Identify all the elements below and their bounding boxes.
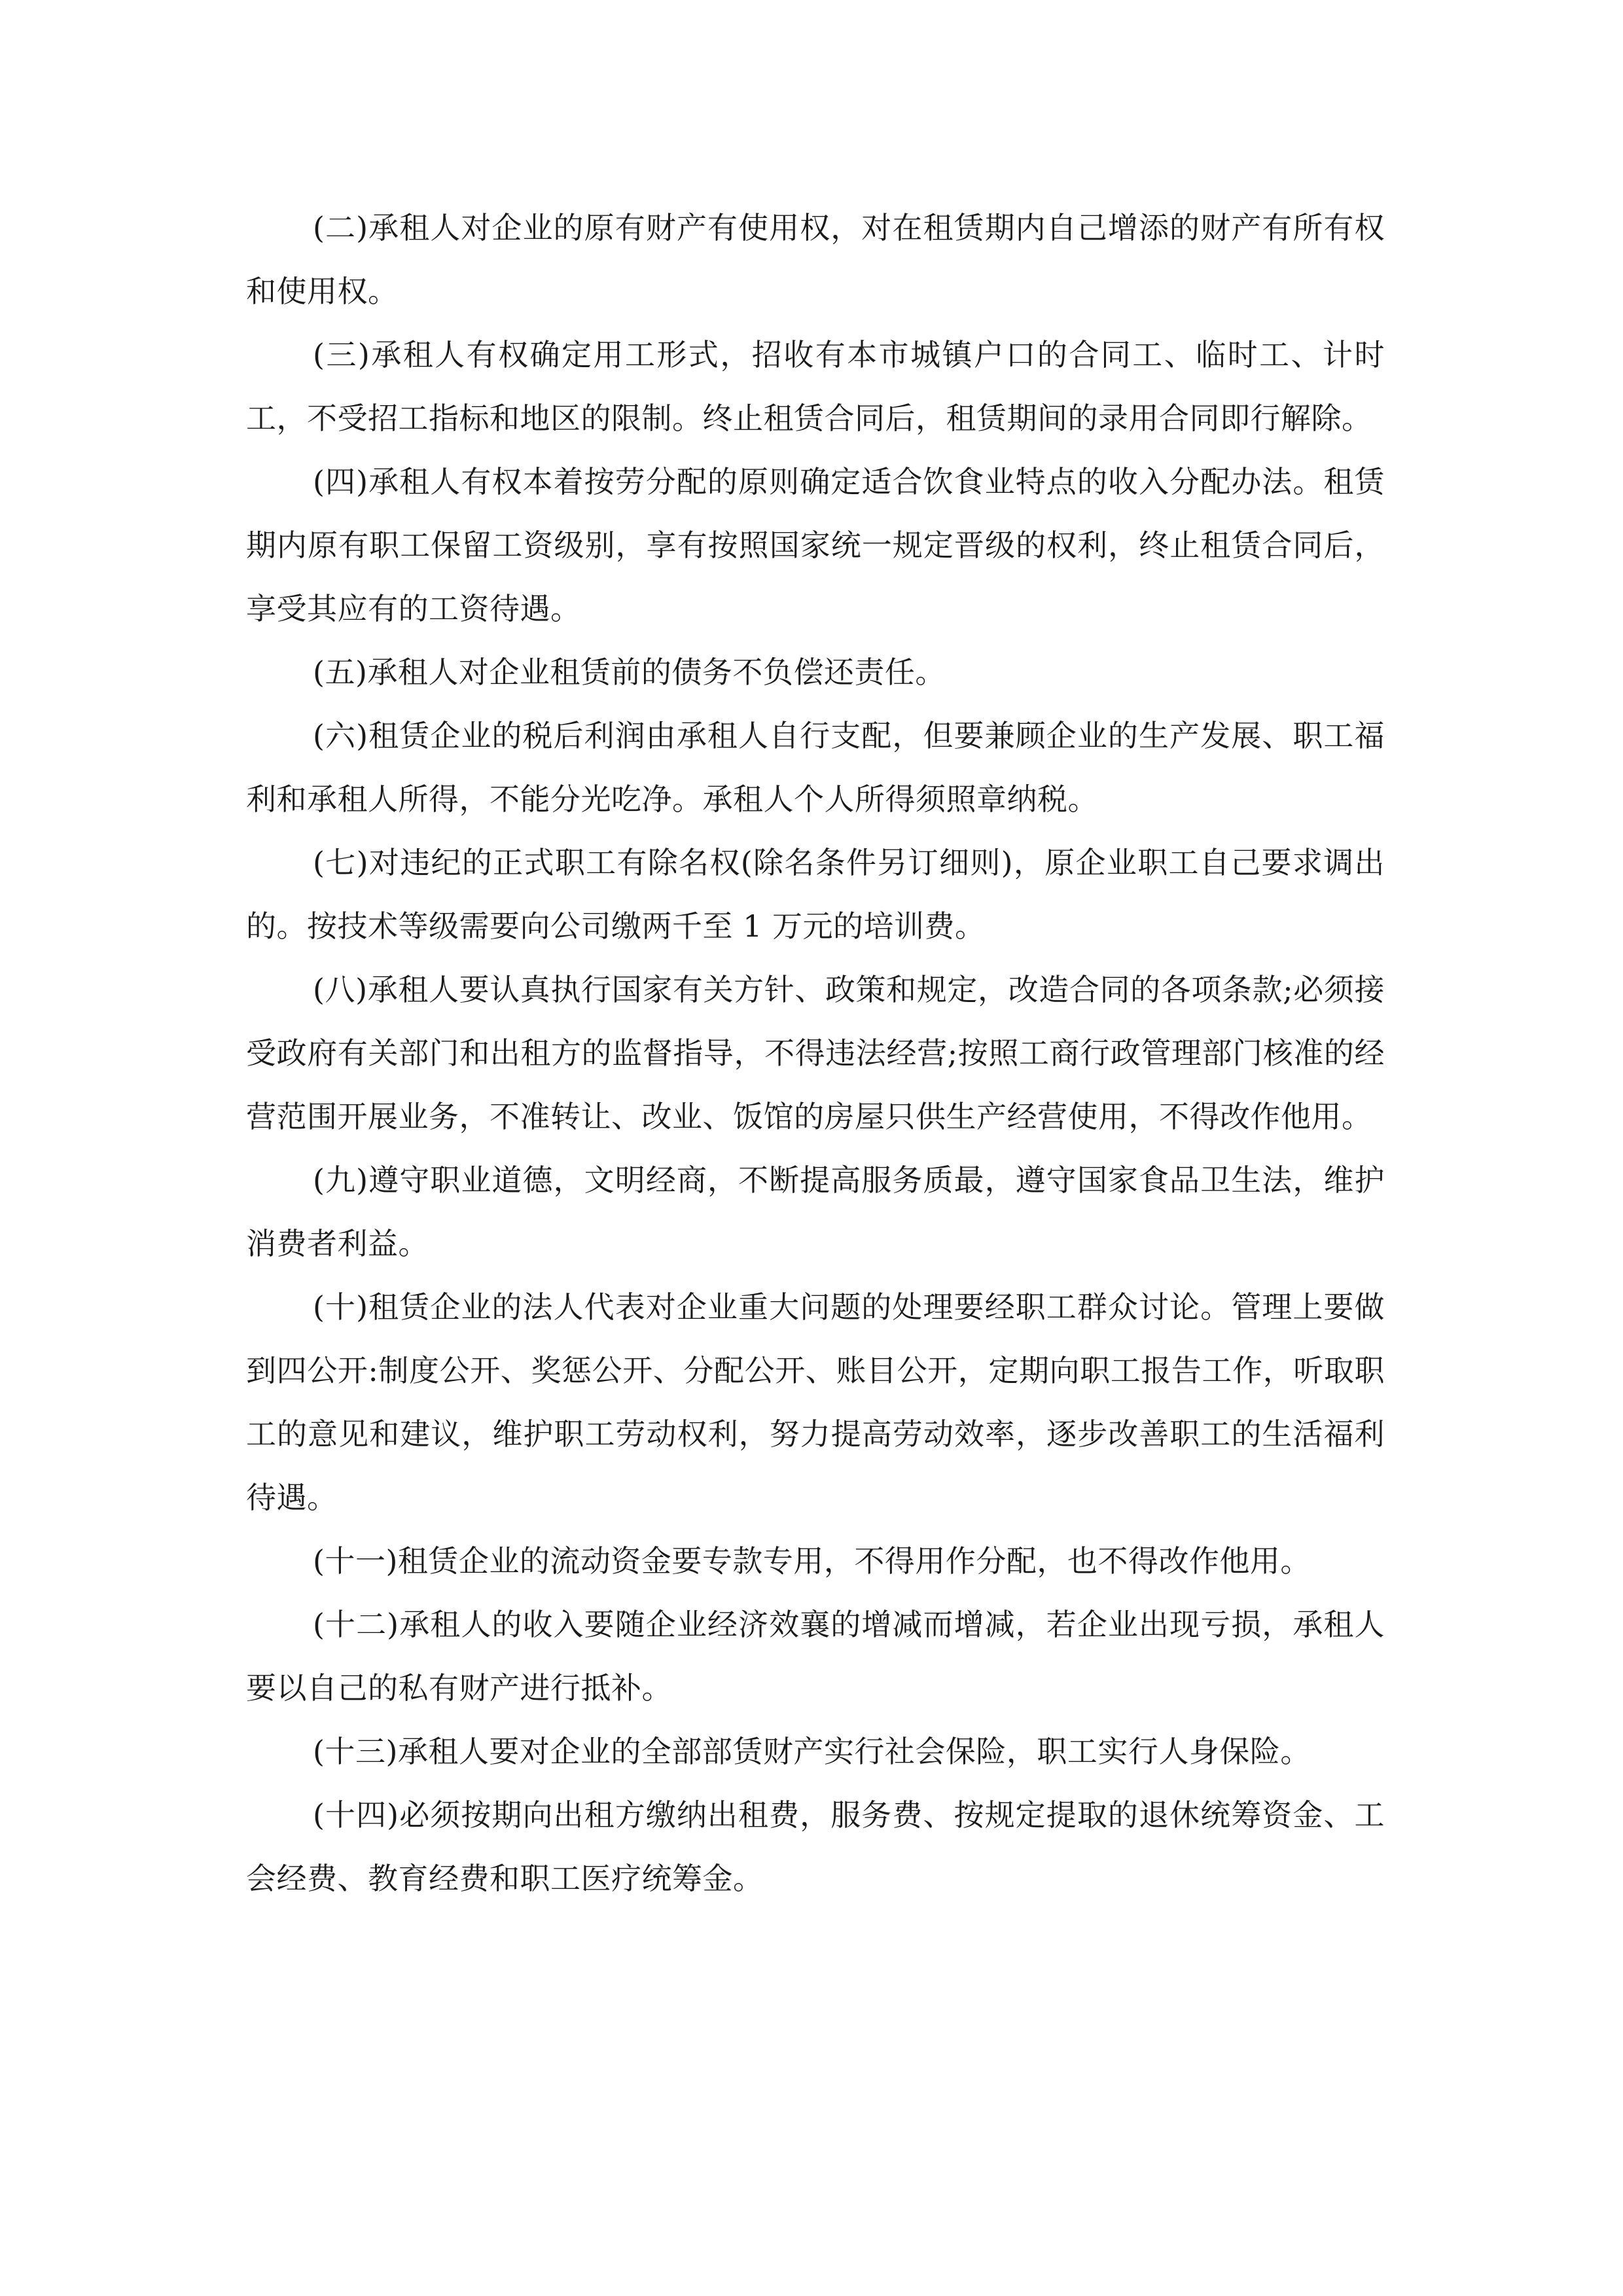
document-body bbox=[246, 196, 1385, 1910]
clause-2-paragraph: (二)承租人对企业的原有财产有使用权，对在租赁期内自己增添的财产有所有权和使用权。 bbox=[246, 210, 1385, 309]
clause-10-paragraph: (十)租赁企业的法人代表对企业重大问题的处理要经职工群众讨论。管理上要做到四公开:制度公开、奖惩公开、分配公开、账目公开，定期向职工报告工作，听取职工的意见和建议，维护职工劳动权利，努力提高劳动效率，逐步改善职工的生活福利待遇。 bbox=[246, 1289, 1385, 1515]
clause-7-paragraph: (七)对违纪的正式职工有除名权(除名条件另订细则)，原企业职工自己要求调出的。按技术等级需要向公司缴两千至 1 万元的培训费。 bbox=[246, 845, 1385, 944]
clause-13-paragraph: (十三)承租人要对企业的全部部赁财产实行社会保险，职工实行人身保险。 bbox=[313, 1734, 1311, 1769]
clause-6-paragraph: (六)租赁企业的税后利润由承租人自行支配，但要兼顾企业的生产发展、职工福利和承租人所得，不能分光吃净。承租人个人所得须照章纳税。 bbox=[246, 718, 1385, 817]
clause-4-paragraph: (四)承租人有权本着按劳分配的原则确定适合饮食业特点的收入分配办法。租赁期内原有职工保留工资级别，享有按照国家统一规定晋级的权利，终止租赁合同后，享受其应有的工资待遇。 bbox=[246, 464, 1385, 626]
clause-9-paragraph: (九)遵守职业道德，文明经商，不断提高服务质最，遵守国家食品卫生法，维护消费者利益。 bbox=[246, 1162, 1385, 1261]
clause-12-paragraph: (十二)承租人的收入要随企业经济效襄的增减而增减，若企业出现亏损，承租人要以自己的私有财产进行抵补。 bbox=[246, 1607, 1385, 1706]
clause-8-paragraph: (八)承租人要认真执行国家有关方针、政策和规定，改造合同的各项条款;必须接受政府有关部门和出租方的监督指导，不得违法经营;按照工商行政管理部门核准的经营范围开展业务，不准转让、改业、饭馆的房屋只供生产经营使用，不得改作他用。 bbox=[246, 972, 1385, 1134]
clause-14-paragraph: (十四)必须按期向出租方缴纳出租费，服务费、按规定提取的退休统筹资金、工会经费、教育经费和职工医疗统筹金。 bbox=[246, 1797, 1385, 1896]
clause-11-paragraph: (十一)租赁企业的流动资金要专款专用，不得用作分配，也不得改作他用。 bbox=[313, 1543, 1311, 1579]
clause-3-paragraph: (三)承租人有权确定用工形式，招收有本市城镇户口的合同工、临时工、计时工，不受招工指标和地区的限制。终止租赁合同后，租赁期间的录用合同即行解除。 bbox=[246, 337, 1385, 436]
clause-5-paragraph: (五)承租人对企业租赁前的债务不负偿还责任。 bbox=[313, 655, 946, 690]
